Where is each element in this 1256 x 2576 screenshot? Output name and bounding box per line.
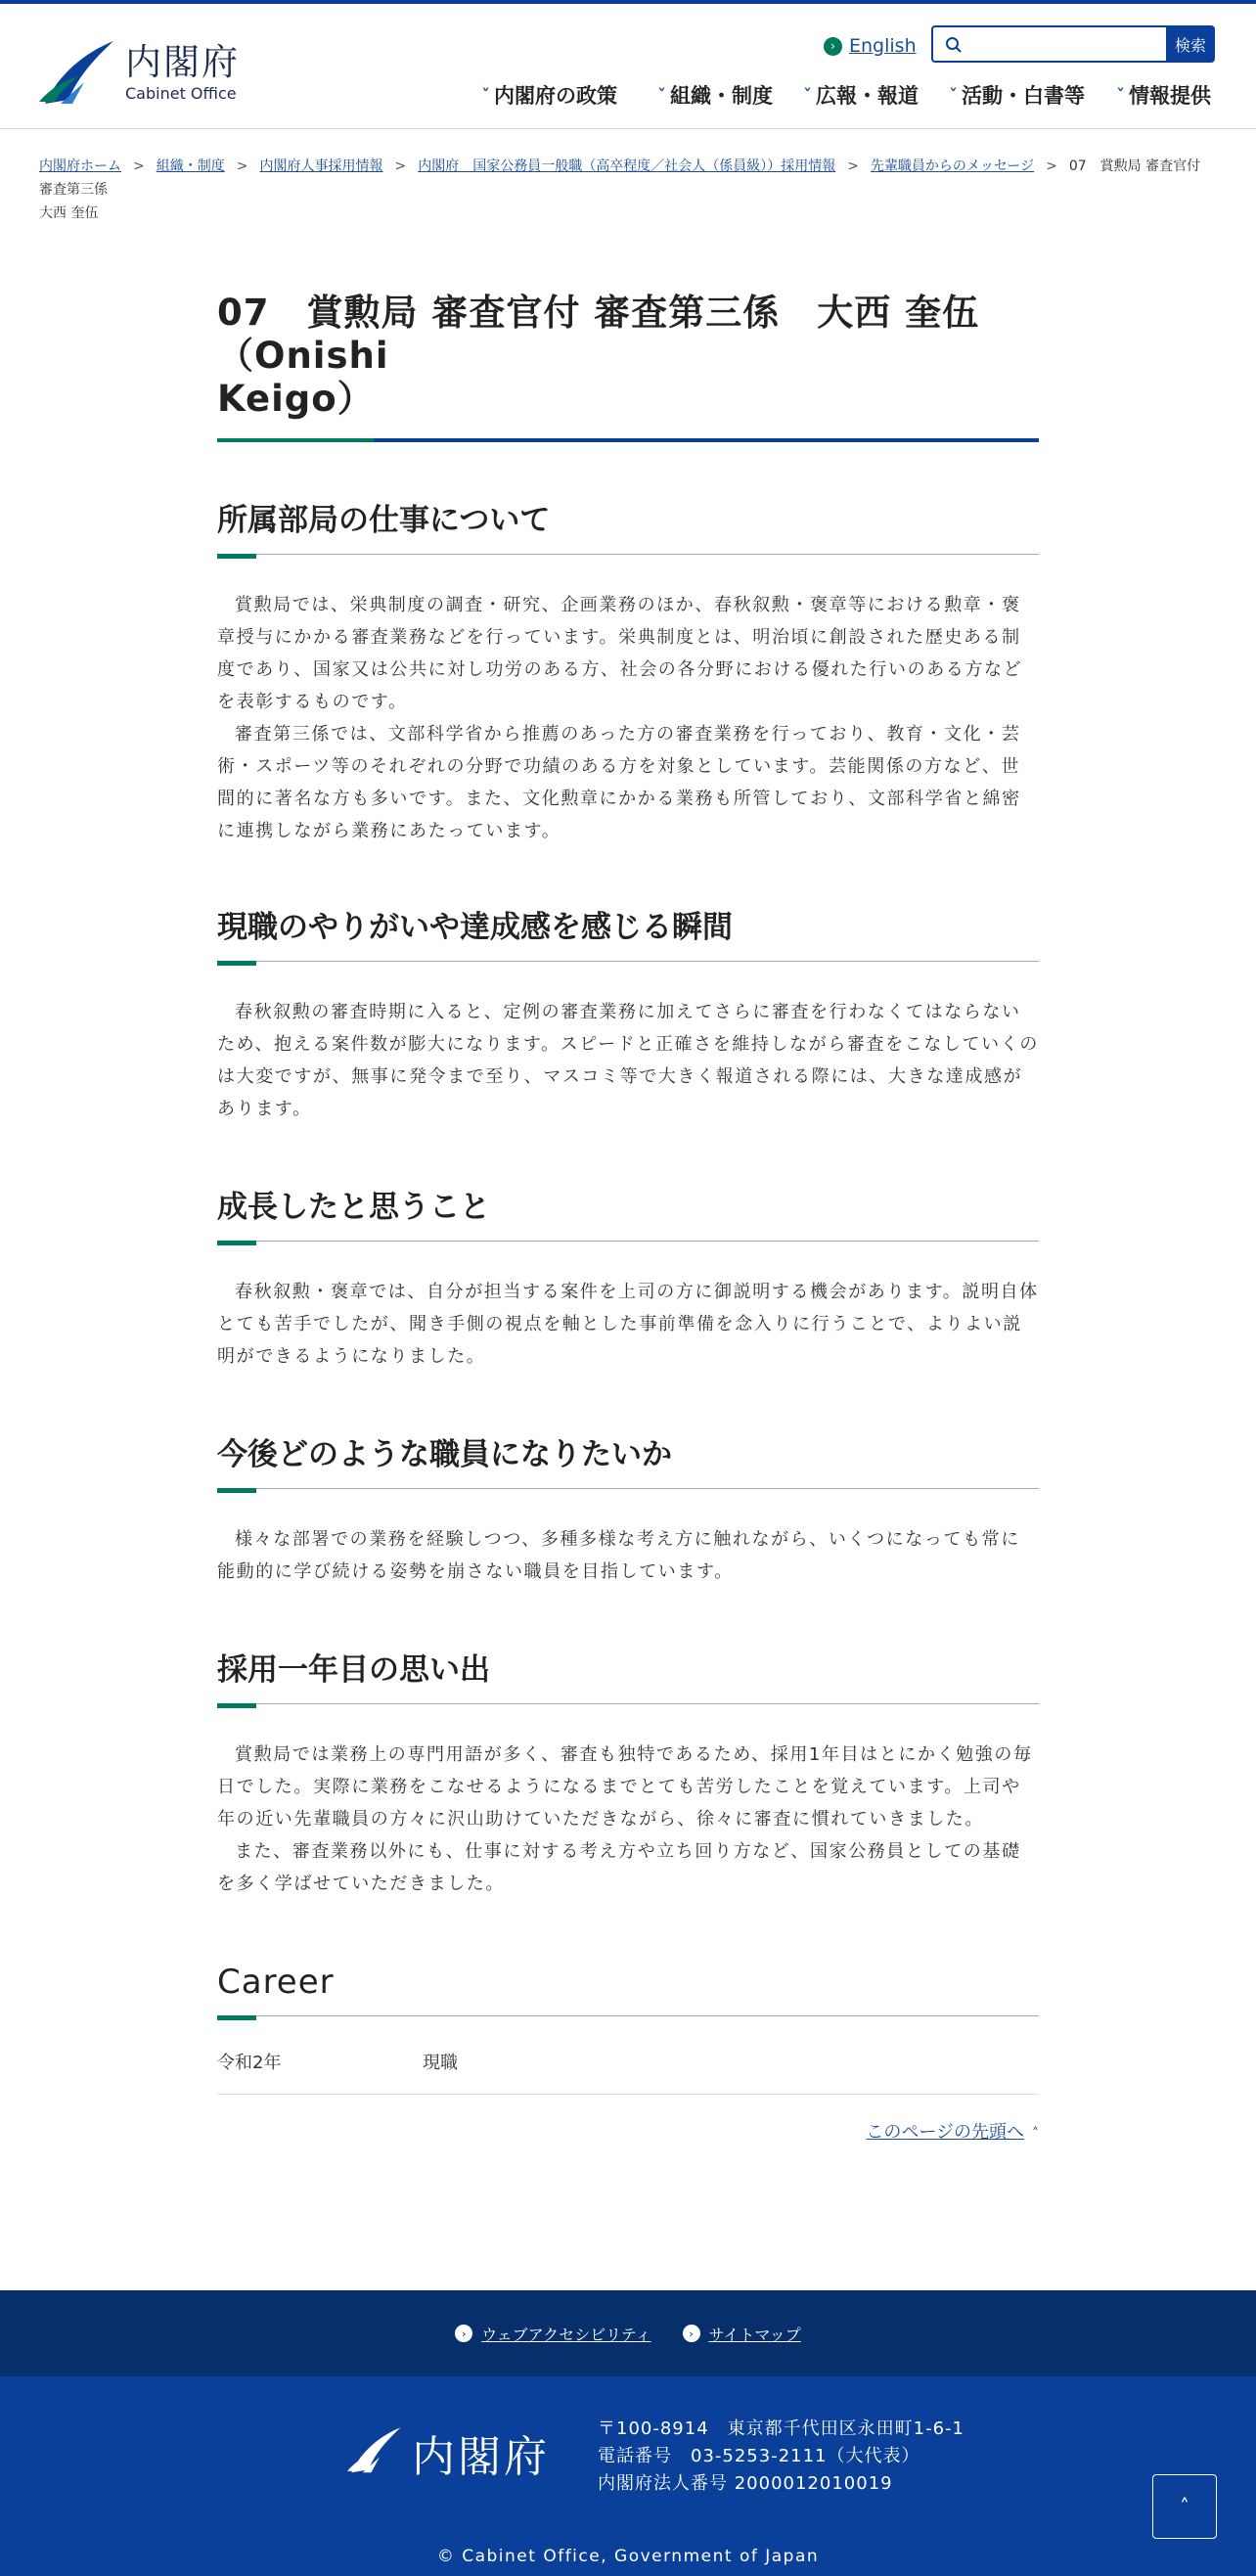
search-icon xyxy=(945,36,963,58)
footer-logo-text: 内閣府 xyxy=(412,2432,550,2482)
section-paragraph: 様々な部署での業務を経験しつつ、多種多様な考え方に触れながら、いくつになっても常に能動的に学び続ける姿勢を崩さない職員を目指しています。 xyxy=(217,1529,1020,1582)
chevron-up-icon: ˄ xyxy=(1180,2495,1189,2518)
breadcrumb-link-messages[interactable]: 先輩職員からのメッセージ xyxy=(870,158,1035,174)
logo-subtitle: Cabinet Office xyxy=(125,84,237,103)
footer-link-label: ウェブアクセシビリティ xyxy=(481,2325,651,2344)
breadcrumb-current: 07 賞勲局 審査官付 審査第三係 xyxy=(39,158,1201,198)
address-line: 〒100-8914 東京都千代田区永田町1-6-1 xyxy=(598,2418,965,2439)
heading-underline xyxy=(217,1488,1039,1494)
footer-logo xyxy=(347,2421,550,2484)
global-nav xyxy=(0,80,1256,115)
page-top-link[interactable] xyxy=(866,2122,1039,2143)
english-link-label: English xyxy=(849,35,917,57)
footer-link-sitemap[interactable] xyxy=(683,2323,801,2345)
section-paragraph: 審査第三係では、文部科学省から推薦のあった方の審査業務を行っており、教育・文化・芸術・スポーツ等のそれぞれの分野で功績のある方を対象としています。芸能関係の方など、世間的に著名な方も多いです。また、文化勲章にかかる業務も所管しており、文部科学省と綿密に連携しながら業務にあたっています。 xyxy=(217,724,1021,841)
section-growth xyxy=(217,1188,1039,1373)
nav-item-organization[interactable] xyxy=(658,80,773,110)
english-link[interactable] xyxy=(824,35,917,57)
chevron-down-icon: ˅ xyxy=(1115,87,1126,103)
breadcrumb-link-recruitment[interactable]: 内閣府人事採用情報 xyxy=(259,158,383,174)
nav-item-public-relations[interactable] xyxy=(804,80,919,110)
section-heading: 今後どのような職員になりたいか xyxy=(217,1437,672,1472)
breadcrumb-separator: > xyxy=(133,158,145,174)
chevron-right-icon: › xyxy=(824,37,842,56)
heading-underline xyxy=(217,961,1039,967)
title-underline xyxy=(217,438,1039,442)
heading-underline xyxy=(217,1241,1039,1246)
heading-underline xyxy=(217,1703,1039,1709)
nav-item-activities[interactable] xyxy=(950,80,1085,110)
heading-underline xyxy=(217,554,1039,560)
breadcrumb-separator: > xyxy=(1046,158,1057,174)
chevron-up-icon: ˄ xyxy=(1032,2126,1039,2142)
footer-address xyxy=(598,2416,964,2498)
page-title xyxy=(217,292,1039,438)
footer-link-label: サイトマップ xyxy=(708,2325,801,2344)
section-career xyxy=(217,1963,1039,2095)
main-content xyxy=(217,225,1039,2290)
search-input[interactable] xyxy=(933,27,1166,61)
section-paragraph: また、審査業務以外にも、仕事に対する考え方や立ち回り方など、国家公務員としての基礎を多く学ばせていただきました。 xyxy=(217,1841,1021,1894)
nav-item-label: 内閣府の政策 xyxy=(494,84,617,108)
back-to-top-button[interactable] xyxy=(1152,2474,1217,2539)
page-title-line1: 07 賞勲局 審査官付 審査第三係 大西 奎伍（Onishi xyxy=(217,292,980,377)
search-box xyxy=(931,25,1215,63)
search-button[interactable]: 検索 xyxy=(1166,25,1215,63)
section-paragraph: 賞勲局では、栄典制度の調査・研究、企画業務のほか、春秋叙勲・褒章等における勲章・褒章授与にかかる審査業務などを行っています。栄典制度とは、明治頃に創設された歴史ある制度であり、国家又は公共に対し功労のある方、社会の各分野における優れた行いのある方などを表彰するものです。 xyxy=(217,595,1023,712)
section-first-year-memories xyxy=(217,1650,1039,1900)
career-table xyxy=(217,2049,1039,2095)
chevron-right-icon: › xyxy=(455,2325,472,2342)
table-row xyxy=(217,2049,1039,2095)
page-top-label: このページの先頭へ xyxy=(866,2122,1024,2143)
breadcrumb-link-general-recruitment[interactable]: 内閣府 国家公務員一般職（高卒程度／社会人（係員級））採用情報 xyxy=(418,158,836,174)
nav-item-policies[interactable] xyxy=(482,80,617,110)
cabinet-office-logo-icon xyxy=(347,2427,402,2478)
breadcrumb xyxy=(0,129,1256,225)
nav-item-label: 情報提供 xyxy=(1129,84,1211,108)
nav-item-label: 活動・白書等 xyxy=(962,84,1085,108)
career-position: 現職 xyxy=(423,2049,1039,2095)
section-rewarding-moments xyxy=(217,908,1039,1125)
phone-line: 電話番号 03-5253-2111（大代表） xyxy=(598,2446,920,2466)
nav-item-label: 広報・報道 xyxy=(816,84,919,108)
section-heading: 現職のやりがいや達成感を感じる瞬間 xyxy=(217,910,733,945)
site-header xyxy=(0,0,1256,129)
career-year: 令和2年 xyxy=(217,2049,423,2095)
section-heading: 成長したと思うこと xyxy=(217,1190,490,1225)
footer-main xyxy=(0,2376,1256,2576)
site-footer xyxy=(0,2290,1256,2576)
breadcrumb-link-organization[interactable]: 組織・制度 xyxy=(156,158,225,174)
corporate-number-line: 内閣府法人番号 2000012010019 xyxy=(598,2473,893,2494)
breadcrumb-link-home[interactable]: 内閣府ホーム xyxy=(39,158,121,174)
breadcrumb-current-name: 大西 奎伍 xyxy=(39,205,99,221)
section-department-work xyxy=(217,501,1039,847)
chevron-right-icon: › xyxy=(683,2325,700,2342)
chevron-down-icon: ˅ xyxy=(480,87,491,103)
breadcrumb-separator: > xyxy=(847,158,859,174)
footer-link-accessibility[interactable] xyxy=(455,2323,650,2345)
section-paragraph: 賞勲局では業務上の専門用語が多く、審査も独特であるため、採用1年目はとにかく勉強の毎日でした。実際に業務をこなせるようになるまでとても苦労したことを覚えています。上司や年の近い先輩職員の方々に沢山助けていただきながら、徐々に審査に慣れていきました。 xyxy=(217,1744,1033,1830)
breadcrumb-separator: > xyxy=(236,158,248,174)
nav-item-information[interactable] xyxy=(1117,80,1211,110)
section-paragraph: 春秋叙勲・褒章では、自分が担当する案件を上司の方に御説明する機会があります。説明自体とても苦手でしたが、聞き手側の視点を軸とした事前準備を念入りに行うことで、よりよい説明ができるようになりました。 xyxy=(217,1282,1039,1367)
copyright: © Cabinet Office, Government of Japan xyxy=(436,2547,820,2566)
section-future-goals xyxy=(217,1435,1039,1588)
chevron-down-icon: ˅ xyxy=(948,87,959,103)
chevron-down-icon: ˅ xyxy=(656,87,667,103)
footer-links-bar xyxy=(0,2290,1256,2376)
nav-item-label: 組織・制度 xyxy=(670,84,773,108)
chevron-down-icon: ˅ xyxy=(802,87,813,103)
page-title-line2: Keigo） xyxy=(217,378,375,420)
breadcrumb-separator: > xyxy=(394,158,407,174)
logo-title: 内閣府 xyxy=(125,41,240,83)
section-paragraph: 春秋叙勲の審査時期に入ると、定例の審査業務に加えてさらに審査を行わなくてはならないため、抱える案件数が膨大になります。スピードと正確さを維持しながら審査をこなしていくのは大変ですが、無事に発令まで至り、マスコミ等で大きく報道される際には、大きな達成感があります。 xyxy=(217,1002,1039,1119)
section-heading: 採用一年目の思い出 xyxy=(217,1652,490,1688)
section-heading: Career xyxy=(217,1963,335,2002)
heading-underline xyxy=(217,2015,1039,2021)
section-heading: 所属部局の仕事について xyxy=(217,503,551,538)
